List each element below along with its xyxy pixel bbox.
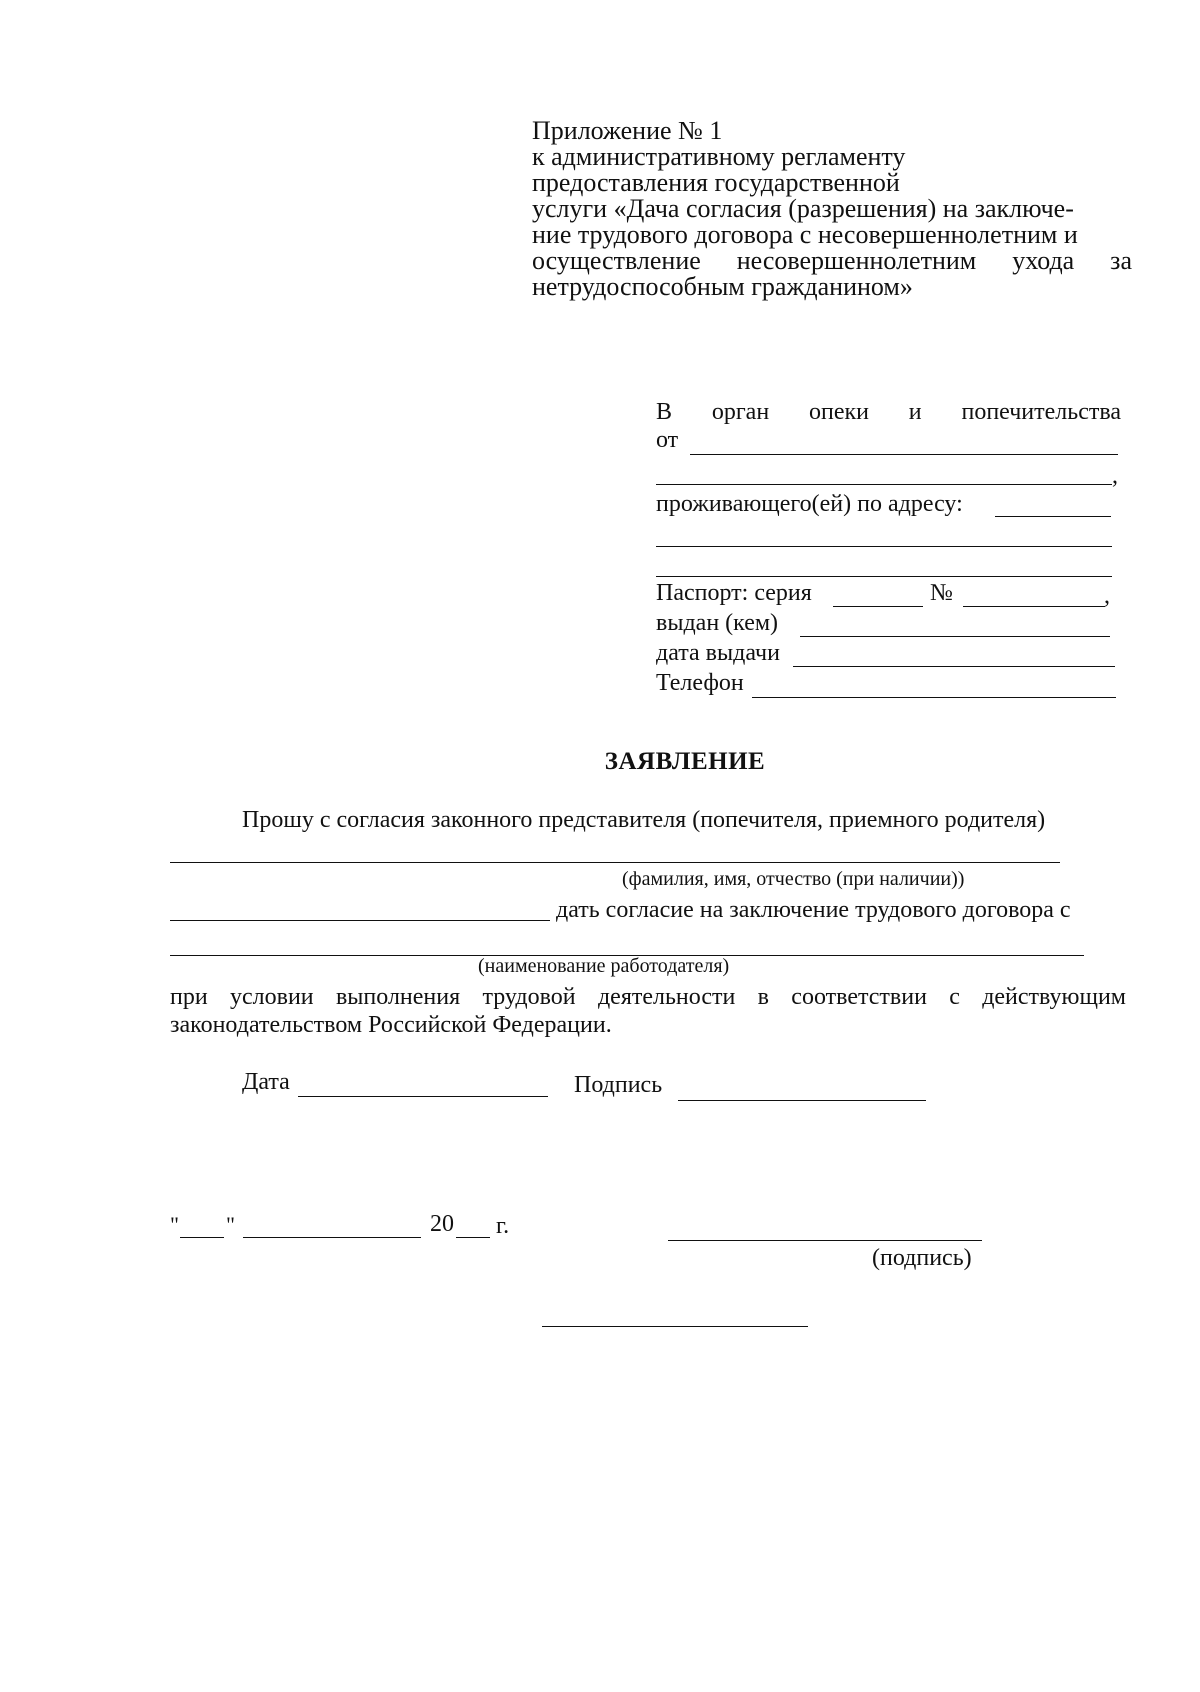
consent-text: дать согласие на заключение трудового договора с	[556, 897, 1071, 923]
year-suffix: г.	[496, 1213, 510, 1239]
appendix-line-4: услуги «Дача согласия (разрешения) на заключе-	[532, 194, 1074, 223]
signature-field-line[interactable]	[678, 1100, 926, 1101]
fio-field-line[interactable]	[170, 862, 1060, 863]
phone-field[interactable]	[752, 697, 1116, 698]
statement-title: ЗАЯВЛЕНИЕ	[604, 748, 766, 775]
appendix-line-2: к административному регламенту	[532, 142, 906, 171]
address-field-line-3[interactable]	[656, 576, 1112, 577]
fio-caption: (фамилия, имя, отчество (при наличии))	[622, 868, 965, 890]
from-field-line-2[interactable]	[656, 484, 1112, 485]
employer-caption: (наименование работодателя)	[478, 955, 730, 977]
addressee-to-line: В орган опеки и попечительства	[656, 399, 1121, 425]
issue-date-field[interactable]	[793, 666, 1115, 667]
representative-field-line[interactable]	[170, 920, 550, 921]
passport-comma: ,	[1104, 583, 1110, 609]
condition-line-2: законодательством Российской Федерации.	[170, 1012, 612, 1038]
footer-signature-caption: (подпись)	[872, 1245, 972, 1271]
condition-line-1: при условии выполнения трудовой деятельности в соответствии с действующим	[170, 984, 1126, 1010]
passport-series-label: Паспорт: серия	[656, 580, 812, 606]
appendix-line-5: ние трудового договора с несовершеннолетним и	[532, 220, 1078, 249]
date-label: Дата	[242, 1069, 290, 1095]
signature-label: Подпись	[574, 1072, 663, 1098]
from-field-line[interactable]	[690, 454, 1118, 455]
footer-signature-line[interactable]	[668, 1240, 982, 1241]
issue-date-label: дата выдачи	[656, 640, 780, 666]
year-field-line[interactable]	[456, 1237, 490, 1238]
date-field-line[interactable]	[298, 1096, 548, 1097]
issued-by-label: выдан (кем)	[656, 610, 779, 636]
appendix-line-6: осуществление несовершеннолетним ухода за	[532, 246, 1132, 275]
quote-open: "	[170, 1212, 179, 1237]
issued-by-field[interactable]	[800, 636, 1110, 637]
appendix-line-7: нетрудоспособным гражданином»	[532, 272, 913, 301]
quote-close: "	[226, 1212, 235, 1237]
address-field-line-2[interactable]	[656, 546, 1112, 547]
day-field-line[interactable]	[180, 1237, 224, 1238]
year-prefix: 20	[430, 1211, 454, 1237]
closing-divider	[542, 1326, 808, 1327]
from-comma: ,	[1112, 463, 1118, 489]
from-label: от	[656, 427, 679, 453]
passport-series-field[interactable]	[833, 606, 923, 607]
address-field-line[interactable]	[995, 516, 1111, 517]
address-label: проживающего(ей) по адресу:	[656, 491, 963, 517]
request-line: Прошу с согласия законного представителя (попечителя, приемного родителя)	[242, 807, 1046, 833]
phone-label: Телефон	[656, 670, 744, 696]
appendix-header	[532, 118, 1132, 300]
passport-number-field[interactable]	[963, 606, 1105, 607]
appendix-line-3: предоставления государственной	[532, 168, 900, 197]
month-field-line[interactable]	[243, 1237, 421, 1238]
passport-number-label: №	[930, 580, 953, 606]
appendix-title: Приложение № 1	[532, 116, 723, 145]
